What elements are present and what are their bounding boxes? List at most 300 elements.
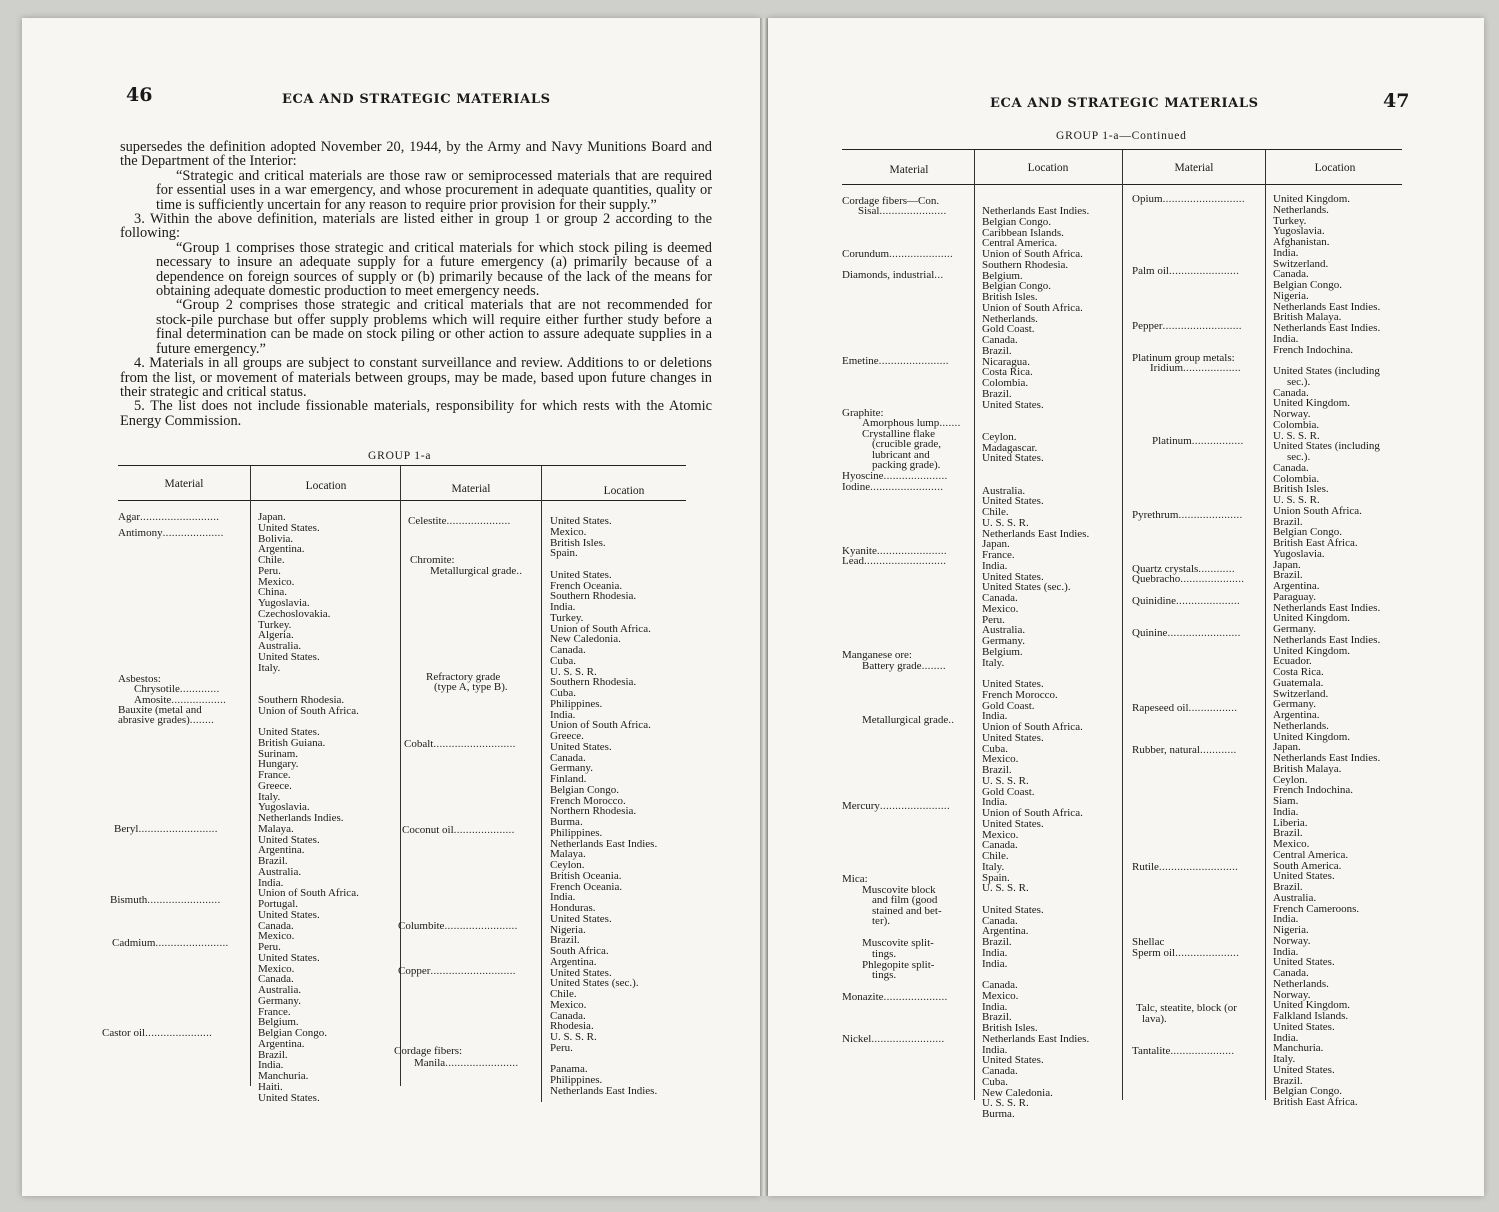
location-entry: Netherlands East Indies. (1273, 300, 1381, 313)
material-text: Rapeseed oil (1132, 702, 1189, 714)
location-entry: Mexico. (258, 930, 295, 943)
location-entry: Cuba. (550, 654, 576, 667)
location-entry: United States (including (1273, 365, 1380, 377)
location-entry: Central America. (982, 237, 1058, 250)
location-entry: Union of South Africa. (982, 807, 1083, 819)
location-entry: Turkey. (1273, 214, 1307, 227)
location-entry: France. (258, 769, 291, 781)
location-entry: Nigeria. (550, 923, 586, 936)
material-text: and film (good (872, 894, 938, 906)
location-entry: Turkey. (550, 611, 584, 624)
location-entry: Brazil. (1273, 1074, 1303, 1087)
location-entry (982, 464, 1089, 475)
location-entry: Peru. (550, 1041, 573, 1054)
group-title: GROUP 1-a (368, 450, 432, 462)
location-entry: India. (1273, 246, 1299, 259)
material-text: Coconut oil (402, 824, 454, 836)
material-text: Sperm oil (1132, 947, 1176, 959)
location-entry: Colombia. (1273, 472, 1320, 485)
dot-leader: ........................ (870, 481, 944, 493)
location-entry: Netherlands. (1273, 203, 1329, 216)
dot-leader: .. (516, 565, 523, 577)
location-entry: Italy. (258, 661, 281, 674)
location-entry: Canada. (258, 973, 294, 986)
dot-leader: ........................ (871, 1033, 945, 1045)
material-text: stained and bet- (872, 905, 942, 917)
material-text: Graphite: (842, 407, 884, 419)
material-text: tings. (872, 969, 897, 981)
location-entry: Hungary. (258, 758, 299, 771)
location-entry: United States. (982, 731, 1044, 744)
location-entry: Peru. (258, 564, 281, 577)
material-label (1142, 1014, 1167, 1025)
location-entry: Finland. (550, 773, 587, 785)
location-entry: Siam. (1273, 795, 1299, 807)
material-text: Celestite (408, 515, 447, 527)
dot-leader: ........ (921, 660, 946, 672)
location-entry: India. (1273, 332, 1299, 345)
location-entry: United States. (1273, 1020, 1335, 1033)
location-entry: Italy. (982, 860, 1005, 873)
material-label (1132, 628, 1241, 639)
location-entry: Mexico. (982, 828, 1019, 841)
location-entry: Southern Rhodesia. (982, 258, 1069, 271)
location-entry: United States. (982, 817, 1044, 830)
dot-leader: ........................ (147, 894, 221, 906)
location-entry: Guatemala. (1273, 676, 1324, 689)
location-entry (258, 673, 359, 684)
dot-leader: ............. (179, 683, 220, 695)
location-entry: Panama. (550, 1063, 588, 1076)
dot-leader: ... (934, 269, 944, 281)
location-entry: Australia. (258, 984, 302, 996)
location-entry: Southern Rhodesia. (550, 590, 637, 603)
location-entry: French Cameroons. (1273, 902, 1360, 915)
material-label (842, 270, 943, 281)
location-entry: India. (550, 601, 576, 613)
running-head: ECA AND STRATEGIC MATERIALS (282, 92, 551, 107)
location-entry: Philippines. (550, 697, 603, 710)
material-label (842, 356, 949, 367)
material-text: Refractory grade (426, 671, 501, 683)
location-entry: Canada. (982, 334, 1018, 346)
location-entry: Brazil. (982, 936, 1012, 948)
column-header: Location (305, 480, 347, 492)
material-label (402, 825, 515, 836)
location-entry: Netherlands East Indies. (550, 1084, 658, 1097)
location-entry: Italy. (1273, 1053, 1296, 1065)
location-entry: India. (1273, 945, 1299, 958)
location-entry: U. S. S. R. (982, 882, 1029, 895)
paragraph: “Group 1 comprises those strategic and critical materials for which stock piling is deemed necessary to insure an adequate supply for a future emergency (a) primarily because of a dependence on foreign sources of supply or (b) primarily because of the lack of the means for obtaining adequate domestic production to meet emergency needs. (156, 239, 712, 300)
location-entry: Argentina. (258, 844, 305, 857)
location-entry: United States. (1273, 870, 1335, 883)
location-entry: Brazil. (1273, 515, 1303, 528)
material-text: Opium (1132, 193, 1163, 205)
material-label (842, 992, 948, 1003)
location-entry: United States. (550, 966, 612, 979)
material-text: Rutile (1132, 861, 1159, 873)
location-entry: Norway. (1273, 934, 1311, 947)
location-entry: Japan. (258, 511, 286, 523)
right-page (768, 18, 1484, 1196)
location-entry: India. (550, 891, 576, 904)
location-entry: Gold Coast. (982, 785, 1035, 798)
material-text: Corundum (842, 248, 890, 260)
location-entry: British Isles. (982, 291, 1038, 303)
location-entry: Ceylon. (982, 430, 1017, 443)
dot-leader: ..................... (1176, 595, 1241, 607)
location-entry: Burma. (982, 1108, 1015, 1120)
location-entry: Switzerland. (1273, 257, 1329, 270)
location-entry: Canada. (982, 914, 1018, 927)
dot-leader: ........................ (445, 1057, 519, 1069)
location-column (550, 516, 657, 1097)
location-entry: Netherlands. (982, 312, 1038, 325)
location-entry: United States. (1273, 1063, 1335, 1076)
location-entry: Afghanistan. (1273, 236, 1330, 248)
table-rule (118, 465, 686, 466)
location-entry: Canada. (1273, 268, 1309, 281)
page-number: 46 (126, 84, 153, 106)
material-label (118, 512, 219, 523)
dot-leader: .......................... (140, 511, 220, 523)
location-entry: British Oceania. (550, 869, 622, 882)
location-entry: Canada. (982, 592, 1018, 604)
location-entry: Belgian Congo. (1273, 526, 1343, 539)
material-text: Shellac (1132, 936, 1165, 948)
location-entry: India. (982, 946, 1008, 959)
material-text: Mercury (842, 800, 880, 812)
material-text: Sisal (858, 205, 880, 217)
location-entry: Canada. (258, 919, 294, 932)
location-entry: United States. (982, 903, 1044, 916)
location-entry: Argentina. (1273, 709, 1320, 721)
location-entry: French Indochina. (1273, 343, 1354, 356)
location-entry: United States. (982, 678, 1044, 690)
location-entry: Spain. (982, 871, 1010, 884)
material-label (110, 895, 221, 906)
column-header: Material (164, 478, 204, 490)
location-entry: Germany. (258, 994, 301, 1007)
dot-leader: ................ (1188, 702, 1238, 714)
material-text: (type A, type B). (434, 681, 508, 693)
location-entry: India. (982, 1043, 1008, 1056)
location-entry: Argentina. (258, 543, 305, 556)
location-entry: France. (982, 549, 1015, 561)
left-page (22, 18, 760, 1196)
location-entry: Spain. (550, 547, 578, 560)
dot-leader: ....................... (879, 800, 951, 812)
location-entry: Netherlands Indies. (258, 812, 344, 824)
location-entry: Norway. (1273, 408, 1311, 420)
material-label (1132, 194, 1245, 205)
location-entry: India. (1273, 805, 1299, 818)
material-text: Manila (414, 1057, 446, 1069)
location-entry: British Malaya. (1273, 311, 1342, 324)
location-entry: Netherlands East Indies. (1273, 752, 1381, 764)
location-entry: United Kingdom. (1273, 730, 1350, 743)
location-entry: Caribbean Islands. (982, 226, 1064, 239)
location-entry: United States. (258, 908, 320, 921)
material-text: Nickel (842, 1033, 872, 1045)
material-text: lava). (1142, 1013, 1167, 1025)
location-entry: India. (982, 796, 1008, 809)
location-entry: New Caledonia. (550, 633, 621, 646)
location-entry: British Isles. (1273, 483, 1329, 496)
location-entry: Canada. (1273, 461, 1309, 474)
location-entry: Colombia. (1273, 418, 1320, 431)
material-text: Phlegopite split- (862, 959, 935, 971)
location-entry: Belgian Congo. (1273, 1085, 1343, 1098)
location-entry: Paraguay. (1273, 590, 1316, 603)
material-label (118, 528, 224, 539)
location-entry: United States. (982, 1054, 1044, 1067)
material-label (430, 566, 522, 577)
location-entry: United States. (1273, 956, 1335, 969)
location-entry: Brazil. (258, 1048, 288, 1061)
location-entry: Liberia. (1273, 816, 1308, 829)
location-entry: Belgian Congo. (1273, 279, 1343, 291)
location-entry: United Kingdom. (1273, 397, 1350, 410)
material-label (862, 661, 946, 672)
column-divider (974, 150, 975, 1100)
location-entry: Chile. (982, 506, 1009, 518)
location-entry: Falkland Islands. (1273, 1010, 1349, 1022)
dot-leader: ............ (1199, 744, 1237, 756)
location-entry: Italy. (982, 656, 1005, 669)
location-entry: British Isles. (982, 1022, 1038, 1034)
location-entry: Brazil. (550, 934, 580, 947)
group-title: GROUP 1-a—Continued (1056, 130, 1187, 142)
material-text: Tantalite (1132, 1045, 1171, 1057)
location-entry: U. S. S. R. (550, 1031, 597, 1043)
location-entry: Honduras. (550, 902, 596, 914)
dot-leader: .. (948, 714, 955, 726)
material-text: Metallurgical grade (862, 714, 949, 726)
location-entry: France. (258, 1005, 291, 1018)
material-text: Crystalline flake (862, 428, 936, 440)
location-entry: United Kingdom. (1273, 612, 1350, 625)
location-entry: Mexico. (258, 575, 295, 588)
material-label (842, 249, 953, 260)
location-column (1273, 194, 1380, 1108)
location-entry: British Isles. (550, 536, 606, 549)
location-entry: United Kingdom. (1273, 999, 1350, 1012)
location-entry: India. (982, 710, 1008, 723)
location-entry: Germany. (1273, 698, 1316, 711)
location-entry: Belgium. (982, 645, 1023, 658)
location-entry: Cuba. (982, 1075, 1008, 1088)
location-entry: United States. (258, 726, 320, 738)
material-text: Amosite (134, 694, 172, 706)
location-entry: Argentina. (1273, 580, 1320, 592)
material-label (1132, 510, 1243, 521)
location-entry: Belgian Congo. (258, 1027, 328, 1039)
column-header: Location (603, 485, 645, 497)
dot-leader: ........................... (1162, 193, 1245, 205)
location-entry: Mexico. (1273, 838, 1310, 850)
dot-leader: ............ (1198, 563, 1235, 575)
material-text: Cobalt (404, 738, 434, 750)
location-entry: Chile. (258, 554, 285, 566)
material-text: Bismuth (110, 894, 148, 906)
paragraph: 4. Materials in all groups are subject to constant surveillance and review. Additions to or deletions from the list, or movement of materials between groups, may be made, based upon future changes in their strategic and critical status. (120, 355, 712, 400)
material-label (118, 715, 214, 726)
location-entry: India. (982, 1000, 1008, 1013)
material-label (842, 801, 950, 812)
material-label (842, 482, 943, 493)
material-label (114, 824, 218, 835)
location-entry: India. (258, 876, 284, 889)
location-entry: United States. (982, 398, 1044, 411)
location-entry: Netherlands East Indies. (550, 837, 658, 850)
material-text: Castor oil (102, 1027, 146, 1039)
material-text: Beryl (114, 823, 139, 835)
dot-leader: ..................... (1175, 947, 1240, 959)
material-text: Cadmium (112, 937, 156, 949)
location-entry: India. (1273, 1031, 1299, 1044)
dot-leader: .................... (162, 527, 224, 539)
location-entry: U. S. S. R. (1273, 429, 1320, 442)
material-text: (crucible grade, (872, 438, 942, 450)
dot-leader: ...................... (879, 205, 947, 217)
dot-leader: ...................... (145, 1027, 213, 1039)
location-entry: Brazil. (1273, 881, 1303, 893)
location-entry: sec.). (1287, 375, 1311, 388)
location-entry: Japan. (982, 538, 1010, 551)
dot-leader: ..................... (883, 991, 948, 1003)
material-label (112, 938, 229, 949)
table-rule (118, 500, 686, 501)
location-entry: United Kingdom. (1273, 193, 1350, 205)
location-entry: Netherlands East Indies. (1273, 633, 1381, 646)
material-label (1152, 436, 1244, 447)
location-entry: British Malaya. (1273, 762, 1342, 775)
material-text: tings. (872, 948, 897, 960)
material-text: Palm oil (1132, 265, 1169, 277)
material-label (398, 966, 516, 977)
location-entry: Canada. (1273, 386, 1309, 399)
paragraph: “Group 2 comprises those strategic and critical materials that are not recommended for stock-pile purchase but offer supply problems which will require either further study before a final determination can be made on stock piling or other action to assure adequate supplies in a future emergency.” (156, 297, 712, 357)
dot-leader: ................. (1191, 435, 1244, 447)
location-entry: Brazil. (982, 344, 1012, 357)
location-entry: Belgium. (258, 1016, 299, 1029)
column-divider (400, 466, 401, 1086)
location-entry: French Oceania. (550, 579, 623, 592)
material-label (398, 921, 518, 932)
location-entry: United States (sec.). (982, 581, 1071, 594)
location-entry: Chile. (550, 988, 577, 1000)
location-entry: Netherlands East Indies. (982, 205, 1090, 217)
location-column (982, 206, 1089, 1120)
body-text (120, 140, 712, 428)
location-entry: Portugal. (258, 898, 299, 910)
dot-leader: ....................... (876, 545, 947, 557)
dot-leader: .......................... (1158, 861, 1239, 873)
material-label (102, 1028, 212, 1039)
location-entry: Australia. (982, 484, 1026, 497)
location-entry: Union of South Africa. (258, 704, 359, 717)
location-entry: Mexico. (982, 602, 1019, 615)
material-text: Agar (118, 511, 140, 523)
location-entry: Burma. (550, 816, 583, 828)
location-entry: French Morocco. (982, 688, 1058, 701)
dot-leader: ........................ (155, 937, 229, 949)
material-label (1132, 745, 1237, 756)
location-entry: Italy. (258, 790, 281, 803)
location-entry: Cuba. (982, 742, 1008, 755)
location-entry: U. S. S. R. (550, 665, 597, 678)
dot-leader: .......................... (1162, 320, 1242, 332)
location-entry: Netherlands. (1273, 977, 1329, 990)
material-label (1132, 703, 1237, 714)
material-text: Lead (842, 555, 864, 567)
location-entry: Yugoslavia. (1273, 225, 1325, 238)
material-text: Metallurgical grade (430, 565, 517, 577)
location-entry: British East Africa. (1273, 1096, 1358, 1108)
location-entry: United States. (982, 495, 1044, 508)
location-entry: Union of South Africa. (982, 301, 1083, 314)
location-entry: Brazil. (1273, 827, 1303, 840)
location-entry: U. S. S. R. (982, 1097, 1029, 1110)
location-entry: Haiti. (258, 1080, 283, 1093)
location-entry: Peru. (982, 613, 1005, 626)
location-entry: Mexico. (982, 989, 1019, 1002)
dot-leader: ..................... (446, 515, 511, 527)
material-text: Pyrethrum (1132, 509, 1179, 521)
column-divider (1265, 150, 1266, 1100)
location-entry: United States. (550, 568, 612, 581)
dot-leader: .......................... (138, 823, 218, 835)
material-text: Quinidine (1132, 595, 1176, 607)
location-entry: British East Africa. (1273, 537, 1358, 549)
location-entry: Australia. (258, 865, 302, 878)
material-text: ter). (872, 915, 891, 927)
location-entry: Belgian Congo. (550, 783, 620, 796)
location-entry: Manchuria. (1273, 1042, 1324, 1055)
location-entry: Madagascar. (982, 441, 1038, 454)
location-entry: Union of South Africa. (982, 721, 1083, 733)
location-entry: Gold Coast. (982, 323, 1035, 336)
location-entry: Canada. (550, 1009, 586, 1022)
material-label (842, 556, 946, 567)
location-entry: Southern Rhodesia. (258, 693, 345, 706)
material-label (1132, 1046, 1234, 1057)
material-label (872, 916, 890, 927)
location-entry: Union of South Africa. (550, 622, 651, 635)
location-entry: Canada. (550, 751, 586, 764)
paragraph: supersedes the definition adopted November 20, 1944, by the Army and Navy Munitions Board and the Department of the Interior: (120, 139, 712, 170)
material-label (858, 206, 947, 217)
location-entry: U. S. S. R. (982, 516, 1029, 529)
location-entry: Netherlands. (1273, 719, 1329, 732)
location-entry: South America. (1273, 859, 1342, 872)
material-label (404, 739, 516, 750)
material-label (408, 516, 511, 527)
location-entry: Germany. (1273, 623, 1316, 635)
paragraph: “Strategic and critical materials are those raw or semiprocessed materials that are required for essential uses in a war emergency, and whose procurement in adequate quantities, quality or time is sufficiently uncertain for any reason to require prior provision for their supply.” (156, 167, 712, 213)
material-text: Battery grade (862, 660, 922, 672)
material-text: Bauxite (metal and (118, 704, 202, 716)
location-entry: U. S. S. R. (1273, 494, 1320, 506)
location-entry: United States (including (1273, 440, 1380, 453)
location-entry: Brazil. (982, 764, 1012, 776)
location-entry: Mexico. (550, 525, 587, 538)
material-text: Iridium (1150, 362, 1183, 374)
paragraph: 5. The list does not include fissionable materials, responsibility for which rests with the Atomic Energy Commission. (120, 398, 712, 429)
location-entry: United States. (258, 833, 320, 846)
